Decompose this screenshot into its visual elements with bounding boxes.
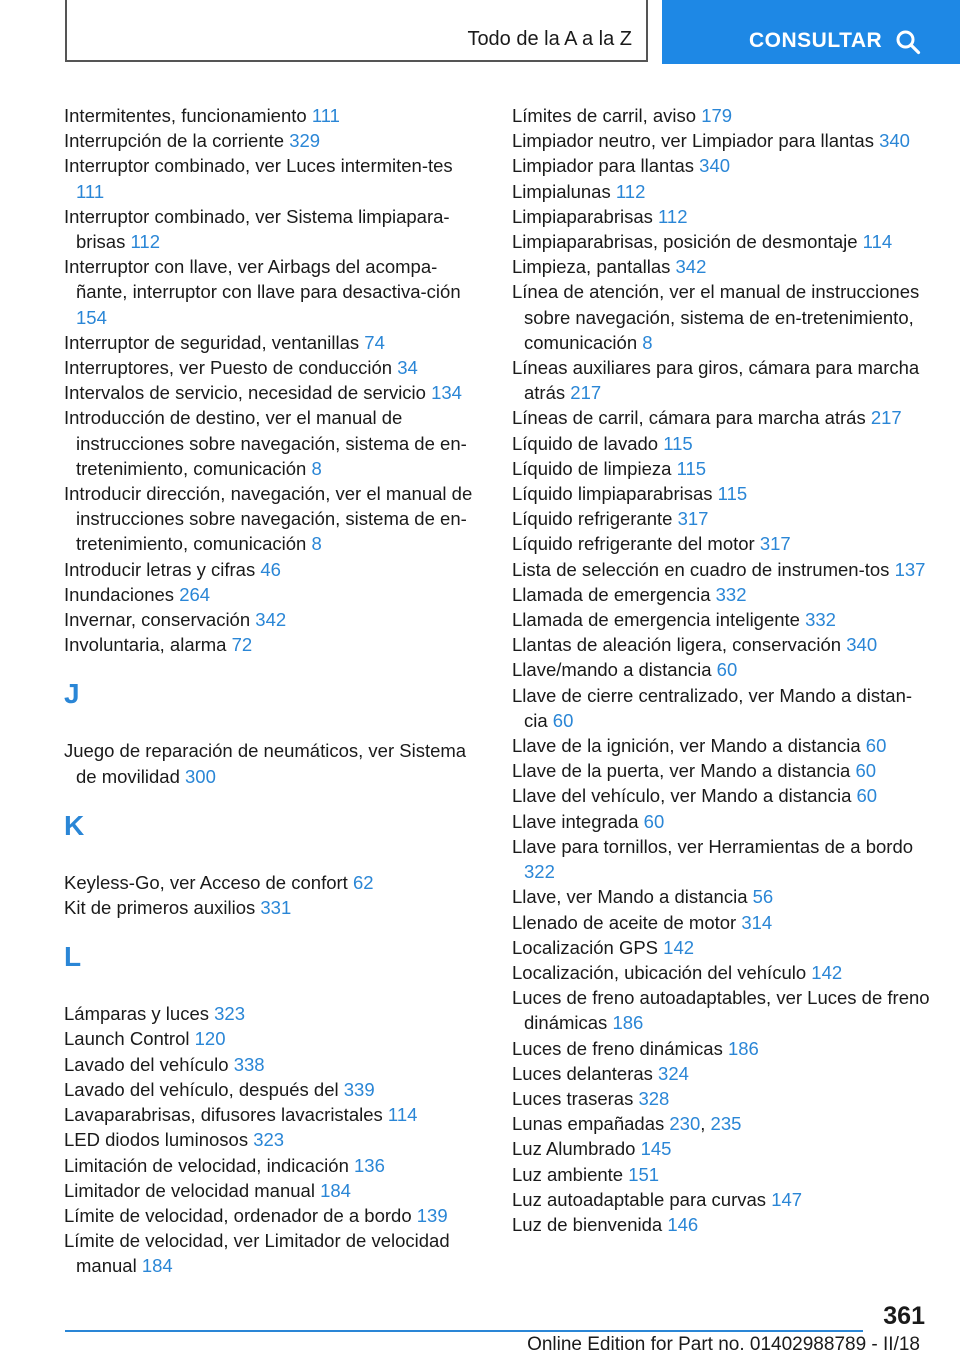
page-link[interactable]: 340 — [846, 634, 878, 656]
page-link[interactable]: 324 — [658, 1062, 689, 1084]
page-link[interactable]: 342 — [255, 609, 287, 631]
index-letter-heading: L — [64, 941, 82, 973]
index-entry — [512, 405, 932, 430]
page-link[interactable]: 8 — [642, 331, 653, 353]
entry-text: Lavado del vehículo — [64, 1053, 234, 1075]
entry-text: Lavado del vehículo, después del — [64, 1078, 344, 1100]
index-entry — [512, 809, 932, 834]
index-entry — [64, 632, 484, 657]
index-entry — [64, 204, 484, 254]
entry-text: Límite de velocidad, ver Limitador de velocidad manual — [64, 1230, 450, 1277]
page-link[interactable]: 145 — [640, 1138, 672, 1160]
page-link[interactable]: 217 — [870, 407, 902, 429]
entry-text: Localización GPS — [512, 936, 664, 958]
page-link[interactable]: 314 — [741, 911, 773, 933]
index-entry — [64, 330, 484, 355]
index-entry — [512, 1086, 932, 1111]
page-link[interactable]: 184 — [141, 1255, 173, 1277]
index-letter-heading: J — [64, 678, 80, 710]
entry-text: Interruptor combinado, ver Luces intermiten‐tes — [64, 155, 453, 177]
page-link[interactable]: 217 — [570, 382, 602, 404]
index-entry — [64, 1127, 484, 1152]
entry-text: Llantas de aleación ligera, conservación — [512, 634, 847, 656]
index-entry — [512, 884, 932, 909]
index-entry — [64, 355, 484, 380]
page-link[interactable]: 332 — [805, 609, 836, 631]
section-title: Todo de la A a la Z — [467, 28, 632, 50]
page-link[interactable]: 179 — [701, 105, 733, 126]
entry-text: Intermitentes, funcionamiento — [64, 105, 312, 126]
page-link[interactable]: 328 — [638, 1087, 670, 1109]
index-entry — [64, 1203, 484, 1228]
page-link[interactable]: 114 — [862, 231, 893, 253]
page-link[interactable]: 338 — [233, 1053, 265, 1075]
index-entry — [64, 153, 484, 203]
index-entry — [512, 1212, 932, 1237]
index-entry — [512, 1187, 932, 1212]
entry-text: Localización, ubicación del vehículo — [512, 961, 812, 983]
page-link[interactable]: 323 — [253, 1129, 285, 1151]
page-link[interactable]: 184 — [320, 1179, 351, 1201]
entry-text: Luces de freno autoadaptables, ver Luces de freno dinámicas — [512, 987, 930, 1034]
page-link[interactable]: 332 — [715, 583, 747, 605]
index-entry — [512, 632, 932, 657]
entry-text: Introducir dirección, navegación, ver el manual de instrucciones sobre navegación, sistema de en‐tretenimiento, comunicación — [64, 483, 473, 555]
entry-text: Introducción de destino, ver el manual de instrucciones sobre navegación, sistema de en‐tretenimiento, comunicación — [64, 407, 467, 479]
index-entry — [64, 103, 484, 128]
entry-text: Llave del vehículo, ver Mando a distancia — [512, 785, 857, 807]
index-entry — [512, 506, 932, 531]
edition-note: Online Edition for Part no. 01402988789 - II/18 — [527, 1334, 920, 1355]
page-link[interactable]: 60 — [856, 785, 878, 807]
index-entry — [512, 1162, 932, 1187]
index-entry — [64, 380, 484, 405]
entry-text: Kit de primeros auxilios — [64, 897, 261, 919]
index-entry — [512, 128, 932, 153]
entry-text: Lavaparabrisas, difusores lavacristales — [64, 1104, 388, 1126]
entry-text: Lámparas y luces — [64, 1003, 215, 1025]
page-link[interactable]: 142 — [811, 961, 843, 983]
page-link[interactable]: 186 — [727, 1037, 759, 1059]
index-entry — [512, 683, 932, 733]
entry-text: Luz Alumbrado — [512, 1138, 641, 1160]
index-entry — [512, 355, 932, 405]
page-link[interactable]: 72 — [231, 634, 253, 656]
entry-text: Interrupción de la corriente — [64, 130, 290, 152]
page-link[interactable]: 46 — [260, 558, 281, 580]
entry-text: Líquido de limpieza — [512, 457, 677, 479]
page-link[interactable]: 111 — [311, 105, 340, 126]
index-entry — [64, 254, 484, 330]
page-link[interactable]: 340 — [699, 155, 731, 177]
entry-text: Keyless-Go, ver Acceso de confort — [64, 871, 353, 893]
index-entry — [64, 582, 484, 607]
index-entry — [512, 204, 932, 229]
entry-text: Limitador de velocidad manual — [64, 1179, 321, 1201]
index-entry — [64, 1228, 484, 1278]
page-link[interactable]: 230 — [669, 1113, 701, 1135]
consultar-label: CONSULTAR — [749, 29, 883, 52]
index-entry — [512, 985, 932, 1035]
entry-text: Involuntaria, alarma — [64, 634, 232, 656]
page-link[interactable]: 339 — [343, 1078, 375, 1100]
index-entry — [512, 607, 932, 632]
entry-text: Líquido refrigerante del motor — [512, 533, 760, 555]
page-link[interactable]: 139 — [416, 1204, 448, 1226]
page-link[interactable]: 115 — [717, 483, 748, 505]
page-link[interactable]: 146 — [667, 1213, 699, 1235]
page-link[interactable]: 136 — [354, 1154, 385, 1176]
page-link[interactable]: 342 — [675, 256, 707, 278]
entry-text: Llave integrada — [512, 810, 644, 832]
index-entry — [512, 431, 932, 456]
index-entry — [512, 960, 932, 985]
page-link[interactable]: 60 — [552, 709, 574, 731]
page-link[interactable]: 151 — [628, 1163, 660, 1185]
entry-text: Límite de velocidad, ordenador de a bordo — [64, 1204, 417, 1226]
entry-text: Introducir letras y cifras — [64, 558, 261, 580]
entry-text: Llamada de emergencia inteligente — [512, 609, 806, 631]
entry-text: Limpiador neutro, ver Limpiador para llantas — [512, 130, 880, 152]
page-link[interactable]: 60 — [855, 760, 877, 782]
index-entry — [512, 456, 932, 481]
page-link[interactable]: 134 — [431, 382, 462, 404]
entry-text: Limpiador para llantas — [512, 155, 700, 177]
index-entry: Lunas empañadas 230, 235 — [512, 1113, 742, 1135]
index-entry — [512, 733, 932, 758]
index-entry — [512, 657, 932, 682]
index-entry — [512, 834, 932, 884]
index-entry — [512, 582, 932, 607]
index-entry — [64, 1052, 484, 1077]
entry-text: Luz de bienvenida — [512, 1213, 668, 1235]
entry-text: Líquido de lavado — [512, 432, 664, 454]
page-link[interactable]: 137 — [894, 558, 926, 580]
page-link[interactable]: 340 — [879, 130, 910, 152]
page-link[interactable]: 120 — [194, 1028, 226, 1050]
page-link[interactable]: 112 — [658, 205, 688, 227]
entry-text: Luz ambiente — [512, 1163, 629, 1185]
page-link[interactable]: 115 — [676, 457, 707, 479]
search-icon — [895, 29, 921, 55]
index-entry — [512, 179, 932, 204]
index-entry — [64, 405, 484, 481]
page-link[interactable]: 34 — [397, 357, 418, 379]
index-column-right — [512, 103, 932, 1237]
index-entry — [512, 1061, 932, 1086]
entry-text: Limpialunas — [512, 180, 616, 202]
page-link[interactable]: 264 — [179, 583, 211, 605]
index-entry — [512, 783, 932, 808]
entry-text: Inundaciones — [64, 583, 180, 605]
entry-text: Luz autoadaptable para curvas — [512, 1188, 772, 1210]
index-entry — [512, 254, 932, 279]
index-column-left — [64, 103, 484, 1279]
page-link[interactable]: 235 — [710, 1113, 742, 1135]
entry-text: Intervalos de servicio, necesidad de servicio — [64, 382, 432, 404]
page-link[interactable]: 322 — [524, 861, 555, 883]
page-link[interactable]: 142 — [663, 936, 695, 958]
entry-text: Llave para tornillos, ver Herramientas de a bordo — [512, 835, 914, 857]
entry-text: Limpiaparabrisas, posición de desmontaje — [512, 231, 863, 253]
entry-text: Líneas auxiliares para giros, cámara para marcha atrás — [512, 357, 920, 404]
entry-text: Launch Control — [64, 1028, 195, 1050]
index-entry — [64, 1026, 484, 1051]
page-link[interactable]: 114 — [387, 1104, 418, 1126]
entry-text: LED diodos luminosos — [64, 1129, 254, 1151]
page-link[interactable]: 317 — [677, 508, 709, 530]
index-entry — [512, 910, 932, 935]
index-entry — [64, 607, 484, 632]
footer-divider — [65, 1330, 863, 1332]
entry-text: Limpieza, pantallas — [512, 256, 676, 278]
entry-text: Llamada de emergencia — [512, 583, 716, 605]
page-link[interactable]: 115 — [663, 432, 693, 454]
index-entry — [512, 1036, 932, 1061]
entry-text: Llave de la ignición, ver Mando a distancia — [512, 735, 866, 757]
index-entry — [64, 557, 484, 582]
entry-text: Interruptores, ver Puesto de conducción — [64, 357, 398, 379]
page-link[interactable]: 112 — [615, 180, 646, 202]
index-entry — [64, 128, 484, 153]
index-entry — [512, 758, 932, 783]
page-link[interactable]: 154 — [76, 306, 107, 328]
entry-text: Luces traseras — [512, 1087, 639, 1109]
entry-text: Lunas empañadas — [512, 1113, 670, 1135]
index-entry — [512, 481, 932, 506]
page-link[interactable]: 62 — [352, 871, 374, 893]
entry-text: Líquido refrigerante — [512, 508, 678, 530]
index-entry — [512, 1136, 932, 1161]
page-link[interactable]: 111 — [76, 180, 105, 202]
index-entry — [64, 738, 484, 788]
entry-text: Interruptor de seguridad, ventanillas — [64, 331, 365, 353]
page-link[interactable]: 331 — [260, 897, 292, 919]
entry-text: Líquido limpiaparabrisas — [512, 483, 718, 505]
page-link[interactable]: 8 — [311, 533, 322, 555]
index-entry — [512, 935, 932, 960]
index-entry — [64, 895, 484, 920]
page-number: 361 — [883, 1302, 925, 1330]
index-entry — [512, 531, 932, 556]
index-entry — [64, 481, 484, 557]
entry-text: Interruptor combinado, ver Sistema limpiapara‐brisas — [64, 205, 450, 253]
header-tab — [65, 0, 648, 62]
index-entry — [512, 279, 932, 355]
entry-text: Juego de reparación de neumáticos, ver Sistema de movilidad — [64, 740, 467, 787]
entry-text: Llave de la puerta, ver Mando a distancia — [512, 760, 856, 782]
page-link[interactable]: 60 — [865, 735, 887, 757]
page-link[interactable]: 74 — [364, 331, 385, 353]
index-entry — [64, 870, 484, 895]
page-link[interactable]: 329 — [289, 130, 321, 152]
entry-text: Límites de carril, aviso — [512, 105, 702, 126]
index-entry — [512, 229, 932, 254]
index-entry — [64, 1001, 484, 1026]
entry-text: Lista de selección en cuadro de instrumen‐tos — [512, 558, 895, 580]
entry-text: Luces de freno dinámicas — [512, 1037, 728, 1059]
entry-text: Llave de cierre centralizado, ver Mando a distan‐cia — [512, 684, 913, 731]
index-entry — [64, 1178, 484, 1203]
consultar-button[interactable] — [662, 0, 960, 64]
page-link[interactable]: 8 — [311, 457, 322, 479]
entry-text: Llave, ver Mando a distancia — [512, 886, 753, 908]
index-entry — [512, 153, 932, 178]
page-link[interactable]: 56 — [752, 886, 774, 908]
page-link[interactable]: 60 — [716, 659, 738, 681]
entry-text: Línea de atención, ver el manual de instrucciones sobre navegación, sistema de en‐tretenimiento, comunicación — [512, 281, 920, 353]
index-entry — [64, 1077, 484, 1102]
index-entry — [512, 103, 932, 128]
index-entry — [64, 1153, 484, 1178]
page-link[interactable]: 112 — [130, 231, 160, 253]
entry-text: Interruptor con llave, ver Airbags del acompa‐ñante, interruptor con llave para desactiva‐ción — [64, 256, 461, 303]
page-link[interactable]: 60 — [643, 810, 665, 832]
page-link[interactable]: 300 — [185, 765, 216, 787]
page-link[interactable]: 317 — [759, 533, 791, 555]
entry-text: Limpiaparabrisas — [512, 205, 659, 227]
entry-text: Líneas de carril, cámara para marcha atrás — [512, 407, 871, 429]
page-link[interactable]: 147 — [771, 1188, 803, 1210]
index-entry — [64, 1102, 484, 1127]
entry-text: Llenado de aceite de motor — [512, 911, 742, 933]
page-link[interactable]: 323 — [214, 1003, 245, 1025]
entry-text: Limitación de velocidad, indicación — [64, 1154, 355, 1176]
index-entry — [512, 557, 932, 582]
entry-text: Luces delanteras — [512, 1062, 659, 1084]
entry-text: Llave/mando a distancia — [512, 659, 717, 681]
index-letter-heading: K — [64, 809, 85, 841]
page-link[interactable]: 186 — [612, 1012, 644, 1034]
entry-text: Invernar, conservación — [64, 609, 256, 631]
